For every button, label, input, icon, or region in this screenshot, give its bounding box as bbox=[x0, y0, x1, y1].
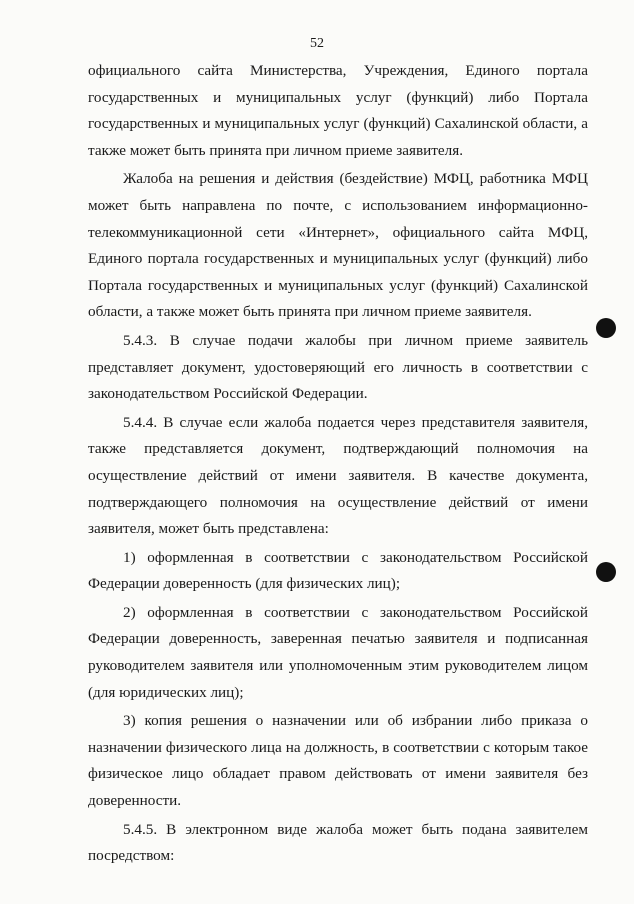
list-item-2: 2) оформленная в соответствии с законодательством Российской Федерации доверенность, заверенная печатью заявителя и подписанная руководителем заявителя или уполномоченным этим руководителем лицом (для юридических лиц); bbox=[88, 603, 588, 701]
paragraph-5-4-5: 5.4.5. В электронном виде жалоба может быть подана заявителем посредством: bbox=[88, 820, 588, 865]
paragraph-continuation: официального сайта Министерства, Учреждения, Единого портала государственных и муниципальных услуг (функций) либо Портала государственных и муниципальных услуг (функций) Сахалинской области, а также может быть принята при личном приеме заявителя. bbox=[88, 62, 588, 159]
paragraph-5-4-4: 5.4.4. В случае если жалоба подается через представителя заявителя, также представляется документ, подтверждающий полномочия на осуществление действий от имени заявителя. В качестве документа, подтверждающего полномочия на осуществление действий от имени заявителя, может быть представлена: bbox=[88, 413, 588, 538]
list-item-1: 1) оформленная в соответствии с законодательством Российской Федерации доверенность (для физических лиц); bbox=[88, 548, 588, 593]
punch-hole-lower bbox=[596, 562, 616, 582]
paragraph-5-4-3: 5.4.3. В случае подачи жалобы при личном приеме заявитель представляет документ, удостоверяющий его личность в соответствии с законодательством Российской Федерации. bbox=[88, 331, 588, 403]
list-item-3: 3) копия решения о назначении или об избрании либо приказа о назначении физического лица на должность, в соответствии с которым такое физическое лицо обладает правом действовать от имени заявителя без доверенности. bbox=[88, 712, 588, 810]
paragraph-mfc-complaint: Жалоба на решения и действия (бездействие) МФЦ, работника МФЦ может быть направлена по почте, с использованием информационно-телекоммуникационной сети «Интернет», официального сайта МФЦ, Единого портала государственных и муниципальных услуг (функций) либо Портала государственных и муниципальных услуг (функций) Сахалинской области, а также может быть принята при личном приеме заявителя. bbox=[88, 170, 588, 321]
document-body bbox=[88, 58, 588, 870]
page-number: 52 bbox=[310, 36, 324, 51]
punch-hole-upper bbox=[596, 318, 616, 338]
